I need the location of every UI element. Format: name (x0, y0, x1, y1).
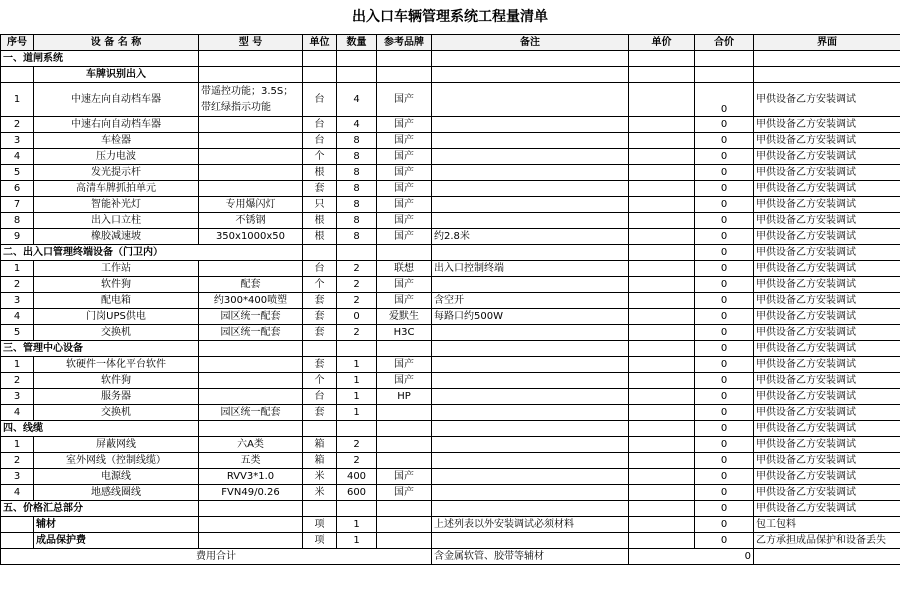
cell-price (629, 165, 695, 181)
cell-scope: 甲供设备乙方安装调试 (754, 83, 900, 117)
col-header-no: 序号 (1, 35, 34, 51)
table-row (1, 117, 900, 133)
cell-no: 4 (1, 405, 34, 421)
cell-total: 0 (695, 485, 754, 501)
cell-scope: 甲供设备乙方安装调试 (754, 437, 900, 453)
cell-remark (432, 149, 629, 165)
cell-model (199, 357, 303, 373)
table-row (1, 197, 900, 213)
cell-no: 8 (1, 213, 34, 229)
cell-qty: 1 (337, 373, 377, 389)
cell-scope: 甲供设备乙方安装调试 (754, 149, 900, 165)
cell-qty: 600 (337, 485, 377, 501)
cell-unit: 个 (303, 277, 337, 293)
cell-remark (432, 405, 629, 421)
cell-unit: 个 (303, 149, 337, 165)
cell-price (629, 469, 695, 485)
cell-no: 6 (1, 181, 34, 197)
cell-remark: 上述列表以外安装调试必须材料 (432, 517, 629, 533)
cell-remark: 出入口控制终端 (432, 261, 629, 277)
cell-price (629, 357, 695, 373)
cell-unit: 台 (303, 133, 337, 149)
cell-scope: 甲供设备乙方安装调试 (754, 389, 900, 405)
cell-brand: 国产 (377, 485, 432, 501)
cell-scope: 甲供设备乙方安装调试 (754, 197, 900, 213)
col-header-remark: 备注 (432, 35, 629, 51)
table-row (1, 325, 900, 341)
cell-unit: 个 (303, 373, 337, 389)
subsection-row (1, 67, 900, 83)
cell-total: 0 (695, 213, 754, 229)
cell-unit: 米 (303, 485, 337, 501)
cell-price (629, 197, 695, 213)
cell-total: 0 (695, 437, 754, 453)
cell-unit: 套 (303, 309, 337, 325)
cell-no: 3 (1, 133, 34, 149)
cell-remark (432, 485, 629, 501)
cell-qty: 1 (337, 533, 377, 549)
cell-remark (432, 133, 629, 149)
cell-brand: 国产 (377, 293, 432, 309)
cell-brand: 国产 (377, 229, 432, 245)
cell-brand: 国产 (377, 181, 432, 197)
cell-scope: 甲供设备乙方安装调试 (754, 373, 900, 389)
cell-total: 0 (695, 165, 754, 181)
cell-price (629, 83, 695, 117)
cell-brand: 国产 (377, 165, 432, 181)
cell-name: 高清车牌抓拍单元 (34, 181, 199, 197)
bill-of-quantities-table (0, 34, 900, 565)
table-row (1, 165, 900, 181)
cell-name: 软硬件一体化平台软件 (34, 357, 199, 373)
cell-brand: HP (377, 389, 432, 405)
table-row (1, 533, 900, 549)
cell-unit: 套 (303, 181, 337, 197)
subsection-title: 车牌识别出入 (34, 67, 199, 83)
cell-remark: 含金属软管、胶带等辅材 (432, 549, 629, 565)
cell-no: 4 (1, 309, 34, 325)
cell-price (629, 213, 695, 229)
cell-unit: 米 (303, 469, 337, 485)
cell-name: 出入口立柱 (34, 213, 199, 229)
cell-remark (432, 357, 629, 373)
cell-no: 4 (1, 149, 34, 165)
cell-price (629, 517, 695, 533)
cell-model: 园区统一配套 (199, 309, 303, 325)
cell-total: 0 (695, 277, 754, 293)
cell-model: FVN49/0.26 (199, 485, 303, 501)
cell-price (629, 261, 695, 277)
cell-remark (432, 533, 629, 549)
cell-no: 2 (1, 453, 34, 469)
cell-price (629, 181, 695, 197)
cell-unit: 根 (303, 213, 337, 229)
cell-scope: 甲供设备乙方安装调试 (754, 357, 900, 373)
cell-model: 带遥控功能；3.5S；带红绿指示功能 (199, 83, 303, 117)
cell-no: 7 (1, 197, 34, 213)
section-title: 二、出入口管理终端设备（门卫内） (1, 245, 303, 261)
cell-remark (432, 389, 629, 405)
cell-name: 车检器 (34, 133, 199, 149)
cell-price (629, 373, 695, 389)
table-row (1, 293, 900, 309)
cell-no: 1 (1, 437, 34, 453)
cell-brand: 国产 (377, 197, 432, 213)
cell-name: 室外网线（控制线缆） (34, 453, 199, 469)
cell-price (629, 149, 695, 165)
cell-unit: 项 (303, 533, 337, 549)
cell-price (629, 389, 695, 405)
cell-name: 工作站 (34, 261, 199, 277)
header-row (1, 35, 900, 51)
cell-model: 园区统一配套 (199, 325, 303, 341)
cell-qty: 1 (337, 405, 377, 421)
cell-name: 橡胶减速坡 (34, 229, 199, 245)
cell-name: 服务器 (34, 389, 199, 405)
cell-unit: 根 (303, 229, 337, 245)
cell-no: 2 (1, 277, 34, 293)
cell-name: 地感线圈线 (34, 485, 199, 501)
table-row (1, 485, 900, 501)
cell-total: 0 (695, 517, 754, 533)
cell-model (199, 389, 303, 405)
cell-total: 0 (695, 83, 754, 117)
cell-no: 1 (1, 261, 34, 277)
col-header-brand: 参考品牌 (377, 35, 432, 51)
cell-scope: 甲供设备乙方安装调试 (754, 501, 900, 517)
cell-scope: 甲供设备乙方安装调试 (754, 341, 900, 357)
cell-brand: 国产 (377, 133, 432, 149)
cell-qty: 8 (337, 149, 377, 165)
total-row (1, 549, 900, 565)
cell-unit: 台 (303, 83, 337, 117)
cell-qty: 2 (337, 325, 377, 341)
cell-name: 中速右向自动档车器 (34, 117, 199, 133)
cell-qty: 400 (337, 469, 377, 485)
cell-total: 0 (695, 357, 754, 373)
cell-name: 智能补光灯 (34, 197, 199, 213)
cell-model: 350x1000x50 (199, 229, 303, 245)
cell-remark: 每路口约500W (432, 309, 629, 325)
table-row (1, 213, 900, 229)
cell-name: 门岗UPS供电 (34, 309, 199, 325)
cell-scope: 乙方承担成品保护和设备丢失 (754, 533, 900, 549)
cell-no: 4 (1, 485, 34, 501)
col-header-name: 设 备 名 称 (34, 35, 199, 51)
total-label: 费用合计 (1, 549, 432, 565)
cell-qty: 8 (337, 181, 377, 197)
cell-qty: 4 (337, 83, 377, 117)
table-row (1, 83, 900, 117)
cell-price (629, 309, 695, 325)
table-row (1, 405, 900, 421)
grand-total: 0 (629, 549, 754, 565)
cell-total: 0 (695, 293, 754, 309)
cell-no: 1 (1, 83, 34, 117)
cell-qty: 2 (337, 293, 377, 309)
cell-model (199, 261, 303, 277)
cell-qty: 4 (337, 117, 377, 133)
section-row (1, 421, 900, 437)
section-row (1, 245, 900, 261)
cell-total: 0 (695, 197, 754, 213)
cell-unit: 台 (303, 389, 337, 405)
table-row (1, 469, 900, 485)
cell-scope: 甲供设备乙方安装调试 (754, 165, 900, 181)
cell-total: 0 (695, 469, 754, 485)
col-header-total: 合价 (695, 35, 754, 51)
cell-unit: 箱 (303, 453, 337, 469)
cell-brand (377, 453, 432, 469)
cell-price (629, 229, 695, 245)
cell-total: 0 (695, 453, 754, 469)
section-row (1, 51, 900, 67)
cell-scope: 包工包料 (754, 517, 900, 533)
cell-model (199, 373, 303, 389)
cell-scope: 甲供设备乙方安装调试 (754, 213, 900, 229)
table-row (1, 229, 900, 245)
cell-brand: 国产 (377, 469, 432, 485)
table-row (1, 181, 900, 197)
cell-model: 不锈钢 (199, 213, 303, 229)
cell-qty: 8 (337, 213, 377, 229)
cell-qty: 2 (337, 453, 377, 469)
cell-remark: 约2.8米 (432, 229, 629, 245)
cell-brand: 国产 (377, 149, 432, 165)
table-row (1, 437, 900, 453)
cell-no: 3 (1, 293, 34, 309)
section-row (1, 501, 900, 517)
table-row (1, 309, 900, 325)
cell-model (199, 117, 303, 133)
cell-qty: 8 (337, 133, 377, 149)
cell-total: 0 (695, 325, 754, 341)
cell-qty: 2 (337, 437, 377, 453)
cell-total: 0 (695, 389, 754, 405)
cell-scope: 甲供设备乙方安装调试 (754, 453, 900, 469)
cell-remark (432, 277, 629, 293)
cell-name: 软件狗 (34, 373, 199, 389)
cell-scope: 甲供设备乙方安装调试 (754, 485, 900, 501)
cell-unit: 台 (303, 261, 337, 277)
cell-model: 六A类 (199, 437, 303, 453)
cell-qty: 2 (337, 261, 377, 277)
table-row (1, 373, 900, 389)
cell-price (629, 453, 695, 469)
cell-no: 1 (1, 357, 34, 373)
cell-model: RVV3*1.0 (199, 469, 303, 485)
cell-price (629, 325, 695, 341)
cell-model (199, 181, 303, 197)
section-title: 一、道闸系统 (1, 51, 199, 67)
cell-name: 屏蔽网线 (34, 437, 199, 453)
cell-total: 0 (695, 373, 754, 389)
table-row (1, 357, 900, 373)
cell-total: 0 (695, 149, 754, 165)
cell-total: 0 (695, 421, 754, 437)
cell-price (629, 533, 695, 549)
cell-total: 0 (695, 261, 754, 277)
cell-unit: 只 (303, 197, 337, 213)
cell-scope: 甲供设备乙方安装调试 (754, 229, 900, 245)
cell-scope: 甲供设备乙方安装调试 (754, 245, 900, 261)
cell-qty: 8 (337, 165, 377, 181)
table-row (1, 389, 900, 405)
cell-name: 电源线 (34, 469, 199, 485)
cell-unit: 根 (303, 165, 337, 181)
cell-remark (432, 117, 629, 133)
section-row (1, 341, 900, 357)
cell-qty: 8 (337, 197, 377, 213)
section-title: 三、管理中心设备 (1, 341, 199, 357)
cell-brand: 国产 (377, 277, 432, 293)
cell-name: 配电箱 (34, 293, 199, 309)
col-header-qty: 数量 (337, 35, 377, 51)
cell-name: 成品保护费 (34, 533, 199, 549)
cell-model: 园区统一配套 (199, 405, 303, 421)
table-row (1, 133, 900, 149)
cell-scope: 甲供设备乙方安装调试 (754, 261, 900, 277)
cell-unit: 套 (303, 293, 337, 309)
cell-brand (377, 437, 432, 453)
cell-remark (432, 181, 629, 197)
cell-brand (377, 405, 432, 421)
cell-remark (432, 165, 629, 181)
cell-remark (432, 453, 629, 469)
cell-unit: 套 (303, 405, 337, 421)
cell-brand: 国产 (377, 373, 432, 389)
col-header-model: 型 号 (199, 35, 303, 51)
cell-model: 约300*400喷塑 (199, 293, 303, 309)
cell-price (629, 405, 695, 421)
cell-total: 0 (695, 229, 754, 245)
section-title: 四、线缆 (1, 421, 199, 437)
cell-model (199, 165, 303, 181)
cell-total: 0 (695, 117, 754, 133)
cell-brand: 国产 (377, 117, 432, 133)
cell-scope: 甲供设备乙方安装调试 (754, 421, 900, 437)
cell-qty: 1 (337, 357, 377, 373)
cell-name: 软件狗 (34, 277, 199, 293)
cell-total: 0 (695, 133, 754, 149)
cell-unit: 箱 (303, 437, 337, 453)
cell-total: 0 (695, 405, 754, 421)
cell-scope: 甲供设备乙方安装调试 (754, 293, 900, 309)
cell-qty: 2 (337, 277, 377, 293)
section-title: 五、价格汇总部分 (1, 501, 199, 517)
cell-no: 5 (1, 325, 34, 341)
cell-price (629, 133, 695, 149)
cell-name: 发光提示杆 (34, 165, 199, 181)
page-title: 出入口车辆管理系统工程量清单 (352, 9, 548, 25)
cell-scope: 甲供设备乙方安装调试 (754, 277, 900, 293)
cell-brand: 国产 (377, 213, 432, 229)
cell-remark (432, 437, 629, 453)
cell-qty: 0 (337, 309, 377, 325)
cell-total: 0 (695, 181, 754, 197)
cell-brand: 爱默生 (377, 309, 432, 325)
cell-unit: 台 (303, 117, 337, 133)
cell-total: 0 (695, 341, 754, 357)
cell-remark (432, 83, 629, 117)
table-row (1, 277, 900, 293)
cell-remark: 含空开 (432, 293, 629, 309)
cell-brand: 联想 (377, 261, 432, 277)
cell-qty: 8 (337, 229, 377, 245)
cell-no: 5 (1, 165, 34, 181)
cell-qty: 1 (337, 389, 377, 405)
cell-no: 2 (1, 117, 34, 133)
cell-price (629, 485, 695, 501)
cell-model: 专用爆闪灯 (199, 197, 303, 213)
cell-price (629, 293, 695, 309)
cell-name: 辅材 (34, 517, 199, 533)
col-header-price: 单价 (629, 35, 695, 51)
cell-scope: 甲供设备乙方安装调试 (754, 325, 900, 341)
cell-unit: 套 (303, 357, 337, 373)
cell-remark (432, 197, 629, 213)
cell-scope: 甲供设备乙方安装调试 (754, 309, 900, 325)
cell-total: 0 (695, 245, 754, 261)
cell-scope: 甲供设备乙方安装调试 (754, 117, 900, 133)
cell-total: 0 (695, 533, 754, 549)
cell-model: 五类 (199, 453, 303, 469)
cell-price (629, 277, 695, 293)
col-header-unit: 单位 (303, 35, 337, 51)
cell-scope: 甲供设备乙方安装调试 (754, 181, 900, 197)
cell-scope: 甲供设备乙方安装调试 (754, 133, 900, 149)
cell-model (199, 149, 303, 165)
cell-no: 2 (1, 373, 34, 389)
cell-unit: 套 (303, 325, 337, 341)
cell-price (629, 117, 695, 133)
table-row (1, 517, 900, 533)
cell-unit: 项 (303, 517, 337, 533)
cell-no: 9 (1, 229, 34, 245)
cell-remark (432, 469, 629, 485)
cell-qty: 1 (337, 517, 377, 533)
table-row (1, 261, 900, 277)
cell-model: 配套 (199, 277, 303, 293)
cell-name: 中速左向自动档车器 (34, 83, 199, 117)
cell-price (629, 437, 695, 453)
cell-total: 0 (695, 501, 754, 517)
cell-brand: 国产 (377, 357, 432, 373)
cell-scope: 甲供设备乙方安装调试 (754, 405, 900, 421)
cell-name: 交换机 (34, 325, 199, 341)
cell-brand: H3C (377, 325, 432, 341)
cell-total: 0 (695, 309, 754, 325)
cell-model (199, 133, 303, 149)
table-row (1, 453, 900, 469)
cell-no: 3 (1, 389, 34, 405)
col-header-scope: 界面 (754, 35, 900, 51)
cell-scope: 甲供设备乙方安装调试 (754, 469, 900, 485)
cell-no: 3 (1, 469, 34, 485)
cell-remark (432, 213, 629, 229)
cell-name: 压力电波 (34, 149, 199, 165)
cell-remark (432, 373, 629, 389)
cell-brand: 国产 (377, 83, 432, 117)
cell-name: 交换机 (34, 405, 199, 421)
table-row (1, 149, 900, 165)
cell-remark (432, 325, 629, 341)
